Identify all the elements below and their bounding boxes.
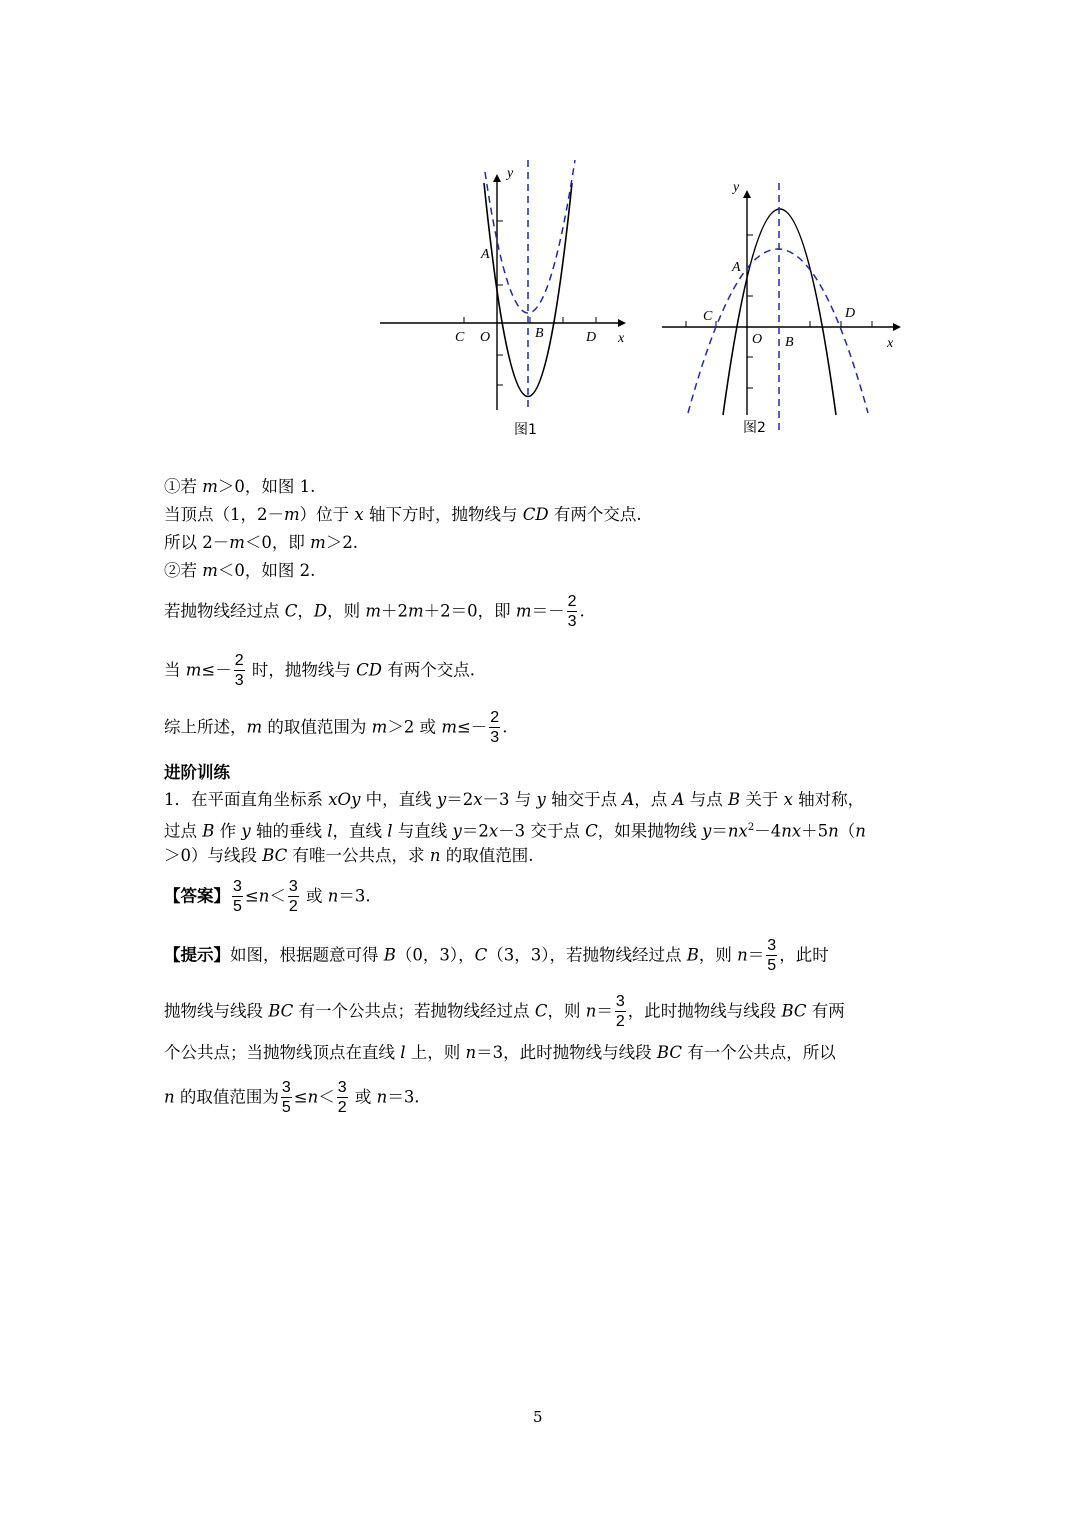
figures [0, 0, 1080, 460]
fig1-label-b: B [535, 326, 544, 341]
fig2-label-o: O [752, 332, 763, 347]
solution-line-1: ①若 m＞0，如图 1. [164, 477, 316, 496]
fraction: $\frac{2}{3}$ [490, 709, 500, 746]
fig2-label-x: x [887, 336, 894, 351]
fig2-label-y: y [733, 180, 740, 195]
fig1-label-o: O [480, 330, 491, 345]
fig1-label-d: D [586, 330, 597, 345]
fraction: $\frac{3}{2}$ [337, 1079, 347, 1116]
fig2-label-b: B [785, 335, 794, 350]
fraction: $\frac{3}{5}$ [281, 1079, 291, 1116]
fig2-label-a: A [732, 260, 741, 275]
fraction: $\frac{2}{3}$ [567, 593, 577, 630]
fig2-label-c: C [703, 309, 713, 324]
page-number: 5 [533, 1408, 543, 1426]
answer-line: 【答案】 $\frac{3}{5}$ ≤n＜ $\frac{3}{2}$ 或 n＝3. [164, 878, 371, 915]
fig2-dashed-parabola [688, 249, 868, 413]
question-line-3: ＞0）与线段 BC 有唯一公共点，求 n 的取值范围. [164, 846, 534, 865]
solution-line-4: ②若 m＜0，如图 2. [164, 561, 316, 580]
fraction: $\frac{3}{5}$ [233, 878, 242, 915]
fig1-ticks [464, 221, 596, 385]
hint-line-4: n 的取值范围为 $\frac{3}{5}$ ≤n＜ $\frac{3}{2}$ 或 n＝3. [164, 1079, 420, 1116]
fig1-caption: 图1 [514, 422, 537, 438]
figure-1 [380, 160, 626, 438]
fig2-caption: 图2 [743, 420, 766, 436]
fig1-label-x: x [618, 331, 625, 346]
fig2-solid-parabola [723, 209, 836, 415]
fig1-label-c: C [455, 330, 465, 345]
hint-line-3: 个公共点；当抛物线顶点在直线 l 上，则 n＝3，此时抛物线与线段 BC 有一个公共点，所以 [164, 1043, 836, 1062]
solution-line-7: 综上所述，m 的取值范围为 m＞2 或 m≤－ $\frac{2}{3}$ . [164, 709, 508, 746]
solution-line-2: 当顶点（1，2－m）位于 x 轴下方时，抛物线与 CD 有两个交点. [164, 505, 642, 524]
solution-line-3: 所以 2－m＜0，即 m＞2. [164, 533, 359, 552]
fig2-y-arrow [743, 190, 751, 198]
solution-line-5: 若抛物线经过点 C，D，则 m＋2m＋2＝0，即 m＝－ $\frac{2}{3}$ . [164, 593, 585, 630]
fraction: $\frac{3}{2}$ [615, 993, 625, 1030]
fig1-dashed-parabola [485, 160, 575, 313]
hint-line-2: 抛物线与线段 BC 有一个公共点；若抛物线经过点 C，则 n＝ $\frac{3}{2}$ ，此时抛物线与线段 BC 有两 [164, 993, 845, 1030]
fraction: $\frac{3}{5}$ [767, 937, 777, 974]
fig2-label-d: D [845, 306, 856, 321]
fraction: $\frac{3}{2}$ [288, 878, 298, 915]
fig2-x-arrow [893, 323, 901, 331]
section-heading: 进阶训练 [164, 763, 230, 782]
question-line-2: 过点 B 作 y 轴的垂线 l，直线 l 与直线 y＝2x－3 交于点 C，如果抛物线 $y=nx^2-4nx+5n(n$ [164, 821, 866, 841]
hint-line-1: 【提示】如图，根据题意可得 B（0，3），C（3，3），若抛物线经过点 B，则 n＝ $\frac{3}{5}$ ，此时 [164, 937, 829, 974]
solution-line-6: 当 m≤－ $\frac{2}{3}$ 时，抛物线与 CD 有两个交点. [164, 652, 475, 689]
fig1-x-arrow [618, 319, 626, 327]
fraction: $\frac{2}{3}$ [234, 652, 244, 689]
figure-2 [662, 180, 901, 436]
fig1-label-a: A [481, 247, 490, 262]
question-line-1: 1．在平面直角坐标系 xOy 中，直线 y＝2x－3 与 y 轴交于点 A，点 A 与点 B 关于 x 轴对称， [164, 790, 865, 809]
fig1-y-arrow [493, 174, 501, 182]
fig1-label-y: y [507, 166, 514, 181]
